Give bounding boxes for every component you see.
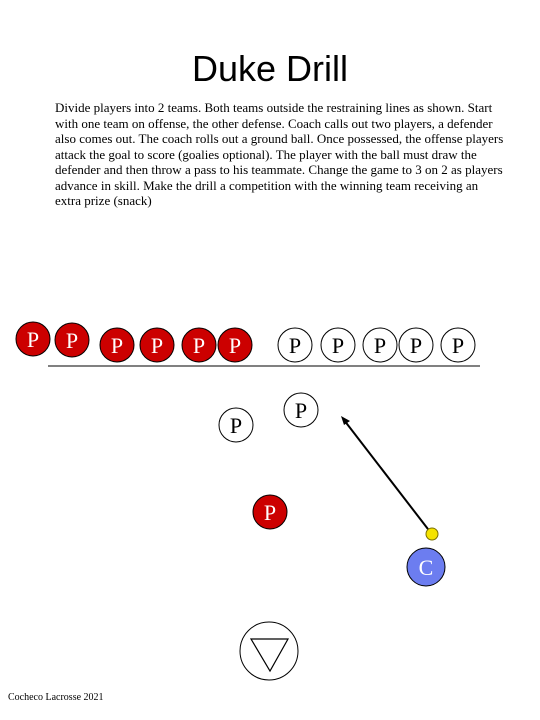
svg-text:P: P [288, 333, 302, 358]
defense-player [278, 328, 312, 362]
svg-text:P: P [409, 333, 423, 358]
pass-line [344, 420, 431, 533]
offense-player [100, 328, 134, 362]
field-player-white [284, 393, 318, 427]
offense-player [140, 328, 174, 362]
field-player-white [219, 408, 253, 442]
defense-player [363, 328, 397, 362]
offense-player [182, 328, 216, 362]
footer-credit: Cocheco Lacrosse 2021 [8, 692, 104, 703]
svg-text:C: C [418, 555, 434, 580]
svg-text:P: P [451, 333, 465, 358]
goal-crease [240, 622, 298, 680]
svg-text:P: P [373, 333, 387, 358]
offense-player [55, 323, 89, 357]
pass-arrowhead [341, 416, 350, 425]
field-player-red [253, 495, 287, 529]
svg-text:P: P [192, 333, 206, 358]
svg-text:P: P [228, 333, 242, 358]
svg-text:P: P [26, 327, 40, 352]
svg-text:P: P [331, 333, 345, 358]
svg-text:P: P [110, 333, 124, 358]
drill-description: Divide players into 2 teams. Both teams outside the restraining lines as shown. Start with one team on offense, the other defense. Coach calls out two players, a defender also comes out. The coach rolls out a ground ball. Once possessed, the offense players attack the goal to score (goalies optional). The player with the ball must draw the defender and then throw a pass to his teammate. Change the game to 3 on 2 as players advance in skill. Make the drill a competition with the winning team receiving an extra prize (snack) [55, 100, 504, 208]
defense-player [441, 328, 475, 362]
ball [426, 528, 438, 540]
defense-player [399, 328, 433, 362]
defense-player [321, 328, 355, 362]
svg-text:P: P [150, 333, 164, 358]
svg-text:P: P [263, 500, 277, 525]
svg-text:P: P [65, 328, 79, 353]
page-title: Duke Drill [191, 48, 349, 89]
offense-player [16, 322, 50, 356]
coach [407, 548, 445, 586]
svg-text:P: P [229, 413, 243, 438]
offense-player [218, 328, 252, 362]
svg-text:P: P [294, 398, 308, 423]
